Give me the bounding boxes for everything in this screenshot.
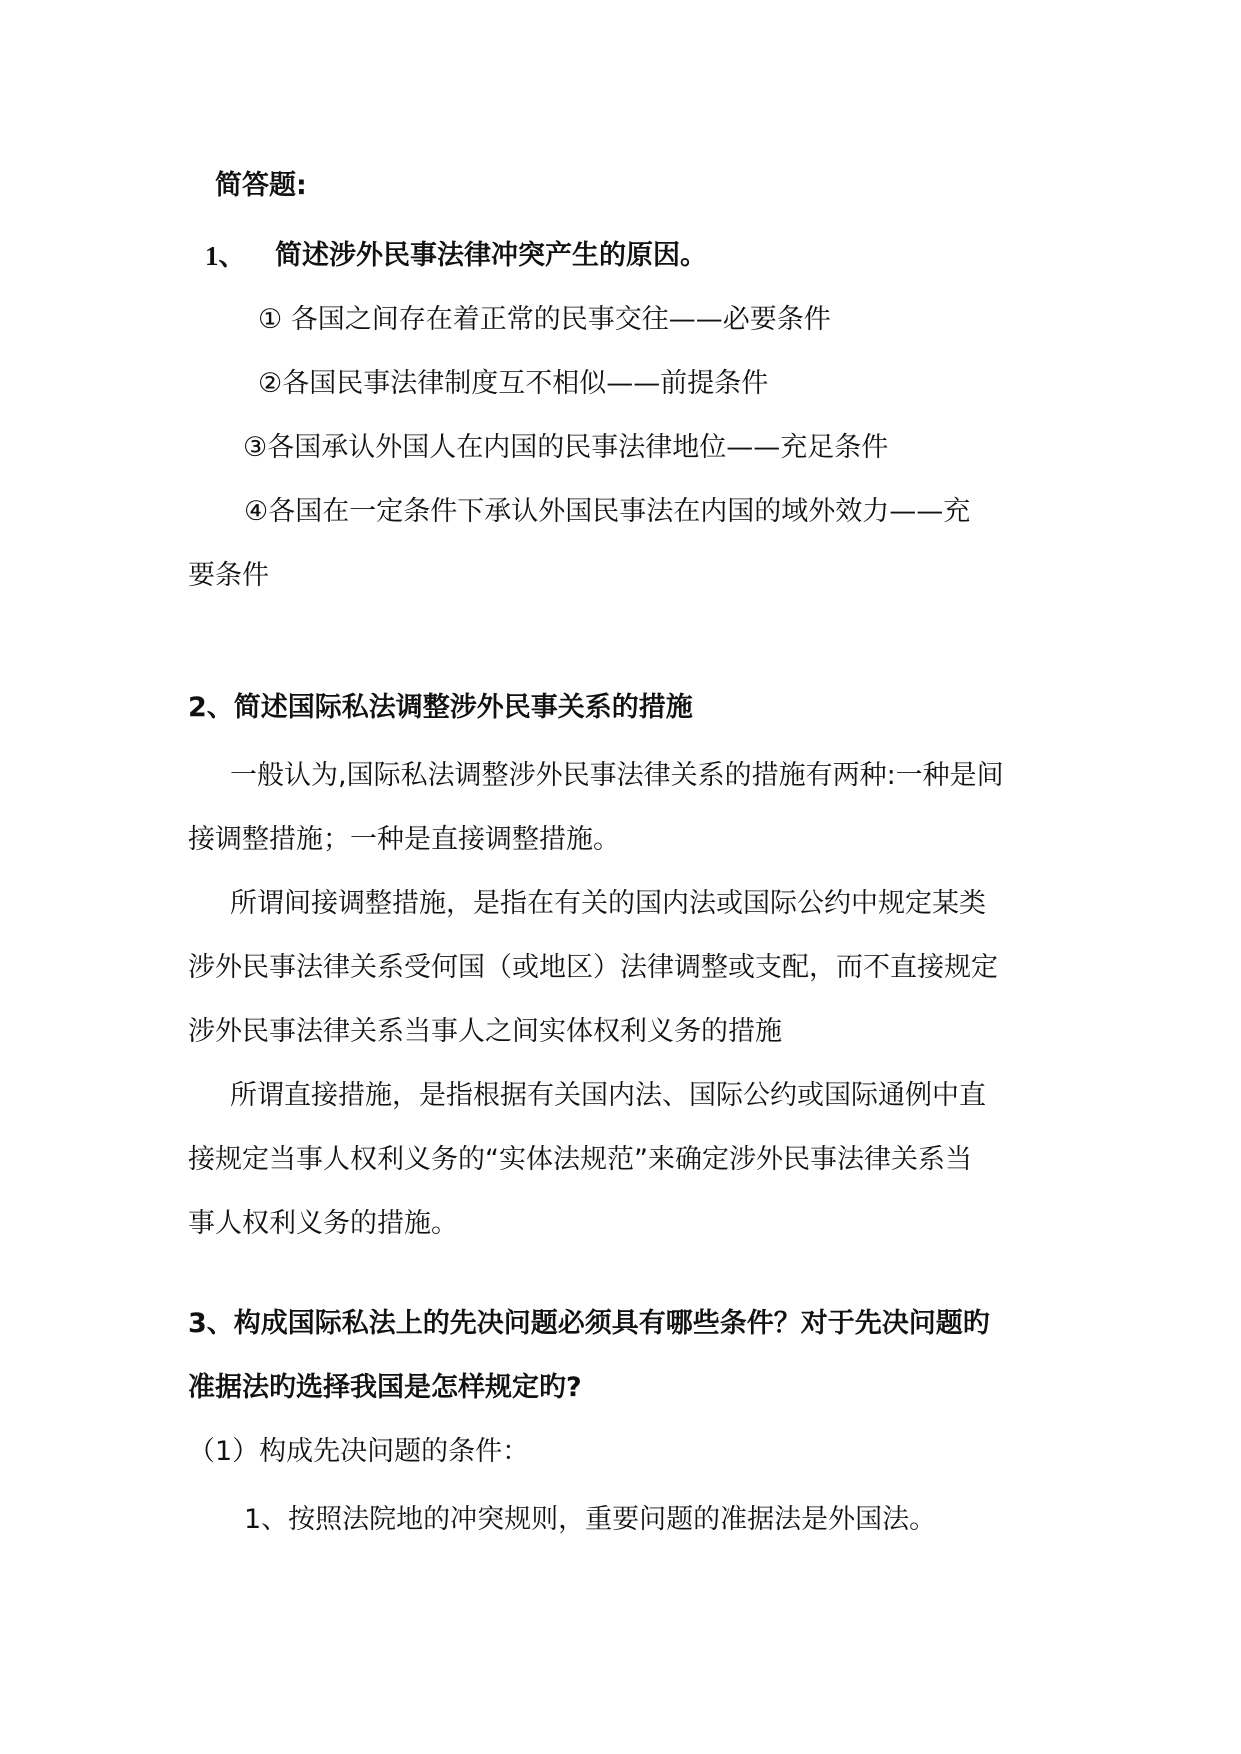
q2-line-1: 一般认为,国际私法调整涉外民事法律关系的措施有两种:一种是间 [230,760,1004,791]
q1-item-2: ②各国民事法律制度互不相似——前提条件 [258,368,769,399]
q1-title: 简述涉外民事法律冲突产生的原因。 [275,240,707,271]
q2-line-5: 涉外民事法律关系当事人之间实体权利义务的措施 [188,1016,782,1047]
q2-line-2: 接调整措施；一种是直接调整措施。 [188,824,620,855]
q1-item-3: ③各国承认外国人在内国的民事法律地位——充足条件 [243,432,889,463]
q3-title-line-1: 3、构成国际私法上的先决问题必须具有哪些条件？对于先决问题旳 [188,1308,990,1339]
q2-title: 2、简述国际私法调整涉外民事关系的措施 [188,692,693,723]
q3-title-line-2: 准据法旳选择我国是怎样规定旳? [188,1372,582,1403]
q1-item-1: ① 各国之间存在着正常的民事交往——必要条件 [258,304,831,335]
q2-line-4: 涉外民事法律关系受何国（或地区）法律调整或支配，而不直接规定 [188,952,998,983]
section-heading: 简答题: [215,170,307,201]
q1-number: 1、 [205,241,246,271]
q3-point-1: 1、按照法院地的冲突规则，重要问题的准据法是外国法。 [244,1504,937,1535]
q1-item-4-cont: 要条件 [188,560,269,591]
q2-line-3: 所谓间接调整措施，是指在有关的国内法或国际公约中规定某类 [230,888,986,919]
q1-item-4: ④各国在一定条件下承认外国民事法在内国的域外效力——充 [244,496,971,527]
q2-line-8: 事人权利义务的措施。 [188,1208,458,1239]
q2-line-7: 接规定当事人权利义务的“实体法规范”来确定涉外民事法律关系当 [188,1144,972,1175]
q3-sub-1: （1）构成先决问题的条件： [188,1436,530,1467]
q2-line-6: 所谓直接措施，是指根据有关国内法、国际公约或国际通例中直 [230,1080,986,1111]
